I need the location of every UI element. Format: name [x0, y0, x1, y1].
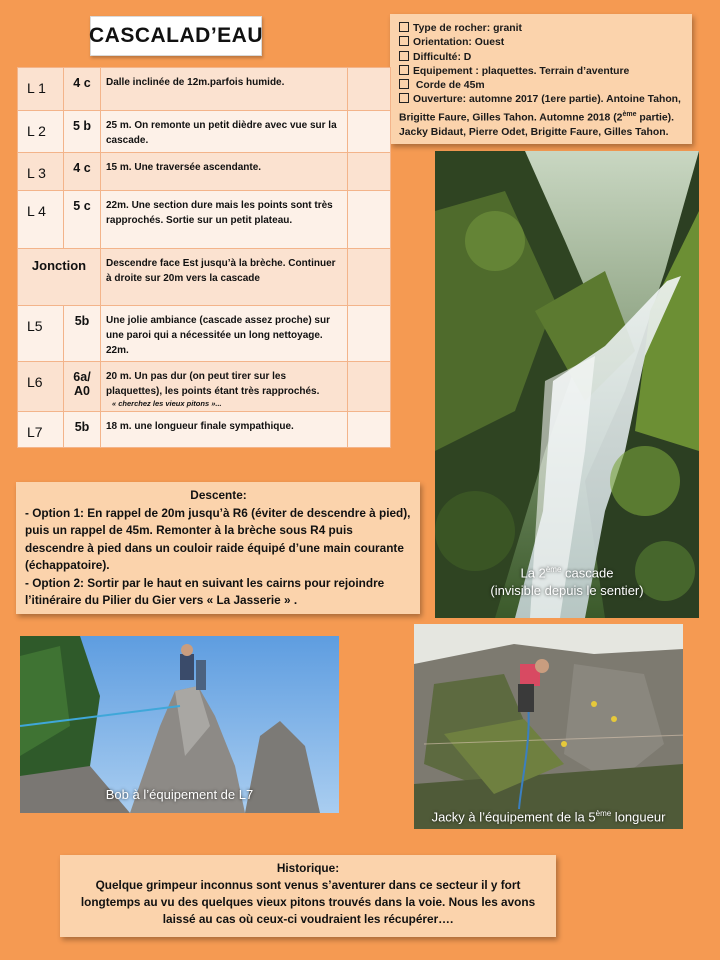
- pitch-extra-cell: [348, 362, 391, 412]
- table-row: [18, 362, 391, 412]
- pitch-name: L5: [18, 306, 64, 362]
- checkbox-icon: [399, 36, 409, 46]
- pitch-description: Descendre face Est jusqu’à la brèche. Continuer à droite sur 20m vers la cascade: [101, 249, 348, 306]
- checkbox-icon: [399, 79, 409, 89]
- pitch-description: 22m. Une section dure mais les points sont très rapprochés. Sortie sur un petit plateau.: [101, 191, 348, 249]
- topo-title: CASCALAD’EAU: [90, 16, 262, 56]
- bob-caption: Bob à l’équipement de L7: [105, 787, 254, 802]
- info-difficulty: Difficulté: D: [399, 51, 684, 65]
- checkbox-icon: [399, 51, 409, 61]
- pitch-description: Dalle inclinée de 12m.parfois humide.: [101, 68, 348, 111]
- pitch-extra-cell: [348, 191, 391, 249]
- pitch-grade: 4 c: [64, 153, 101, 191]
- checkbox-icon: [399, 65, 409, 75]
- pitch-name: L 3: [18, 153, 64, 191]
- descent-option-1: - Option 1: En rappel de 20m jusqu’à R6 (éviter de descendre à pied), puis un rappel de 45m. Remonter à la brèche sous R4 puis descendre à pied dans un couloir raide équipé d’une main courante (échappatoire).: [25, 505, 411, 572]
- descent-option-2: - Option 2: Sortir par le haut en suivant les cairns pour rejoindre l’itinéraire du Pilier du Gier vers « La Jasserie » .: [25, 575, 385, 607]
- descent-box: [16, 482, 420, 614]
- info-opening: Ouverture: automne 2017 (1ere partie). Antoine Tahon,: [399, 93, 684, 107]
- info-equipment: Equipement : plaquettes. Terrain d’aventure: [399, 65, 684, 79]
- pitch-name: L7: [18, 412, 64, 448]
- pitch-grade: 5b: [64, 412, 101, 448]
- jacky-photo: [414, 624, 683, 829]
- pitch-description: 25 m. On remonte un petit dièdre avec vue sur la cascade.: [101, 111, 348, 153]
- pitch-description: Une jolie ambiance (cascade assez proche) sur une paroi qui a nécessitée un long nettoyage. 22m.: [101, 306, 348, 362]
- history-box: [60, 855, 556, 937]
- table-row: [18, 68, 391, 111]
- info-opening-team: Jacky Bidaut, Pierre Odet, Brigitte Faure, Gilles Tahon.: [399, 126, 669, 138]
- pitch-extra-cell: [348, 412, 391, 448]
- history-text: Quelque grimpeur inconnus sont venus s’aventurer dans ce secteur il y fort longtemps au vu des quelques vieux pitons trouvés dans la voie. Nous les avons laissé au cas où ceux-ci voudraient les récupérer….: [80, 878, 536, 926]
- pitch-extra-cell: [348, 249, 391, 306]
- table-row: [18, 191, 391, 249]
- info-opening-cont: Brigitte Faure, Gilles Tahon. Automne 2018 (2ème partie).: [399, 110, 674, 124]
- table-row: [18, 153, 391, 191]
- pitch-grade: 5 b: [64, 111, 101, 153]
- pitch-grade: 5b: [64, 306, 101, 362]
- pitch-description: 20 m. Un pas dur (on peut tirer sur les plaquettes), les points étant très rapprochés. « cherchez les vieux pitons »...: [101, 362, 348, 412]
- table-row: [18, 111, 391, 153]
- pitch-name: L 2: [18, 111, 64, 153]
- pitch-grade: 5 c: [64, 191, 101, 249]
- pitch-extra-cell: [348, 306, 391, 362]
- waterfall-caption: La 2ème cascade (invisible depuis le sentier): [490, 565, 644, 599]
- pitch-grade: 4 c: [64, 68, 101, 111]
- pitch-name: L6: [18, 362, 64, 412]
- info-orientation: Orientation: Ouest: [399, 36, 684, 50]
- pitch-extra-cell: [348, 153, 391, 191]
- table-row: [18, 306, 391, 362]
- pitch-grade: 6a/ A0: [64, 362, 101, 412]
- pitch-description: 15 m. Une traversée ascendante.: [101, 153, 348, 191]
- pitch-description: 18 m. une longueur finale sympathique.: [101, 412, 348, 448]
- history-title: Historique:: [276, 861, 340, 875]
- descent-title: Descente:: [190, 488, 247, 502]
- checkbox-icon: [399, 93, 409, 103]
- checkbox-icon: [399, 22, 409, 32]
- jacky-caption: Jacky à l’équipement de la 5ème longueur: [431, 809, 666, 825]
- route-info-box: [390, 14, 692, 144]
- pitch-extra-cell: [348, 111, 391, 153]
- pitch-note: « cherchez les vieux pitons »...: [112, 399, 222, 408]
- pitch-name: Jonction: [18, 249, 101, 306]
- info-rock-type: Type de rocher: granit: [399, 22, 684, 36]
- pitch-table: [17, 67, 391, 448]
- pitch-name: L 1: [18, 68, 64, 111]
- waterfall-photo: [435, 151, 699, 618]
- pitch-extra-cell: [348, 68, 391, 111]
- table-row: [18, 412, 391, 448]
- table-row: [18, 249, 391, 306]
- pitch-name: L 4: [18, 191, 64, 249]
- info-rope: Corde de 45m: [399, 79, 684, 93]
